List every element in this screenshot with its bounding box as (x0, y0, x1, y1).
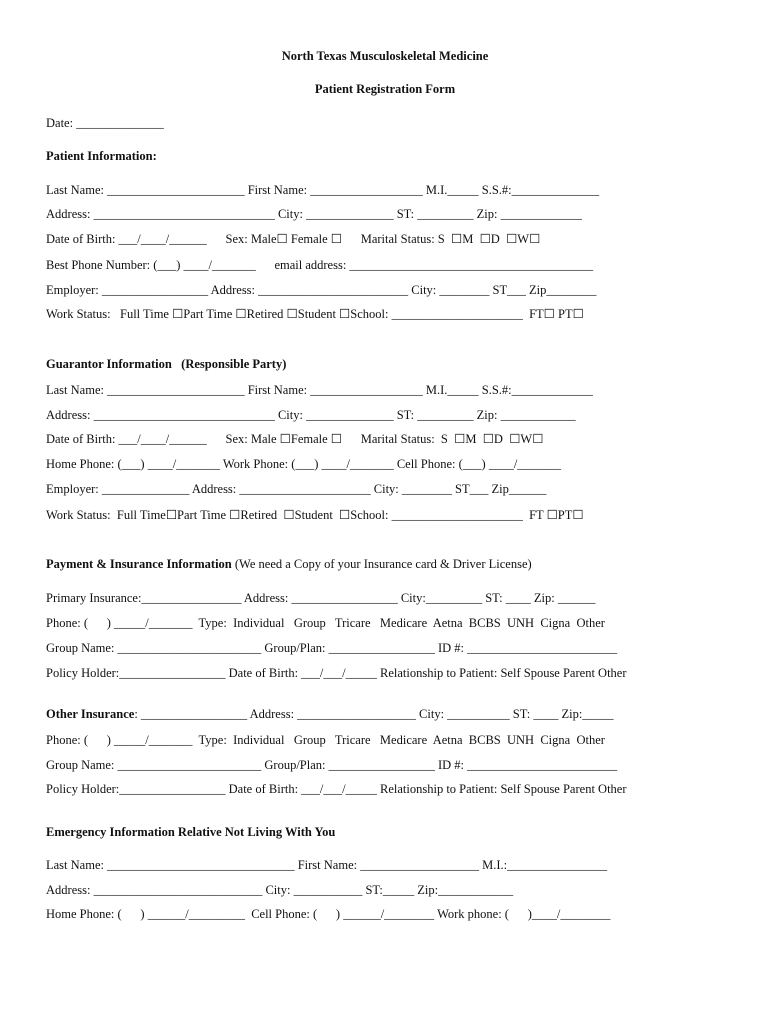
payment-heading-note: (We need a Copy of your Insurance card & Driver License) (231, 557, 532, 571)
emergency-name-row[interactable]: Last Name: ______________________________ First Name: ___________________ M.I.:________________ (46, 858, 608, 872)
payment-insurance-heading (46, 557, 532, 572)
patient-employer-row[interactable]: Employer: _________________ Address: ________________________ City: ________ ST___ Zip________ (46, 283, 597, 297)
primary-insurance-row[interactable]: Primary Insurance:________________ Address: _________________ City:_________ ST: ____ Zip: ______ (46, 591, 596, 605)
guarantor-info-heading: Guarantor Information (Responsible Party) (46, 357, 287, 371)
other-insurance-fields[interactable]: : _________________ Address: ___________________ City: __________ ST: ____ Zip:_____ (134, 707, 614, 721)
guarantor-employer-row[interactable]: Employer: ______________ Address: _____________________ City: ________ ST___ Zip______ (46, 482, 547, 496)
form-title: Patient Registration Form (314, 82, 456, 96)
patient-address-row[interactable]: Address: _____________________________ City: ______________ ST: _________ Zip: _____________ (46, 207, 582, 221)
patient-name-row[interactable]: Last Name: ______________________ First Name: __________________ M.I._____ S.S.#:______________ (46, 183, 600, 197)
guarantor-work-status-row[interactable]: Work Status: Full Time☐Part Time ☐Retired ☐Student ☐School: _____________________ FT ☐PT☐ (46, 508, 584, 522)
primary-group-row[interactable]: Group Name: _______________________ Group/Plan: _________________ ID #: ________________________ (46, 641, 618, 655)
patient-info-heading: Patient Information: (46, 149, 157, 163)
primary-phone-type-row[interactable]: Phone: ( ) _____/_______ Type: Individual Group Tricare Medicare Aetna BCBS UNH Cigna Other (46, 616, 605, 630)
other-insurance-row[interactable] (46, 707, 614, 722)
guarantor-dob-sex-marital-row[interactable]: Date of Birth: ___/____/______ Sex: Male ☐Female ☐ Marital Status: S ☐M ☐D ☐W☐ (46, 432, 544, 446)
emergency-info-heading: Emergency Information Relative Not Living With You (46, 825, 336, 839)
other-group-row[interactable]: Group Name: _______________________ Group/Plan: _________________ ID #: ________________________ (46, 758, 618, 772)
emergency-address-row[interactable]: Address: ___________________________ City: ___________ ST:_____ Zip:____________ (46, 883, 514, 897)
patient-phone-email-row[interactable]: Best Phone Number: (___) ____/_______ email address: _______________________________________ (46, 258, 594, 272)
primary-policy-holder-row[interactable]: Policy Holder:_________________ Date of Birth: ___/___/_____ Relationship to Patient: Self Spouse Parent Other (46, 666, 627, 680)
guarantor-address-row[interactable]: Address: _____________________________ City: ______________ ST: _________ Zip: ____________ (46, 408, 576, 422)
patient-dob-sex-marital-row[interactable]: Date of Birth: ___/____/______ Sex: Male☐ Female ☐ Marital Status: S ☐M ☐D ☐W☐ (46, 232, 541, 246)
other-insurance-label: Other Insurance (46, 707, 135, 721)
guarantor-phones-row[interactable]: Home Phone: (___) ____/_______ Work Phone: (___) ____/_______ Cell Phone: (___) ____/_______ (46, 457, 562, 471)
patient-work-status-row[interactable]: Work Status: Full Time ☐Part Time ☐Retired ☐Student ☐School: _____________________ FT☐ PT☐ (46, 307, 584, 321)
emergency-phones-row[interactable]: Home Phone: ( ) ______/_________ Cell Phone: ( ) ______/________ Work phone: ( )____/________ (46, 907, 611, 921)
date-field[interactable]: Date: ______________ (46, 116, 164, 130)
other-phone-type-row[interactable]: Phone: ( ) _____/_______ Type: Individual Group Tricare Medicare Aetna BCBS UNH Cigna Other (46, 733, 605, 747)
guarantor-name-row[interactable]: Last Name: ______________________ First Name: __________________ M.I._____ S.S.#:_____________ (46, 383, 593, 397)
org-name: North Texas Musculoskeletal Medicine (281, 49, 489, 63)
other-policy-holder-row[interactable]: Policy Holder:_________________ Date of Birth: ___/___/_____ Relationship to Patient: Self Spouse Parent Other (46, 782, 627, 796)
payment-heading-bold: Payment & Insurance Information (46, 557, 232, 571)
